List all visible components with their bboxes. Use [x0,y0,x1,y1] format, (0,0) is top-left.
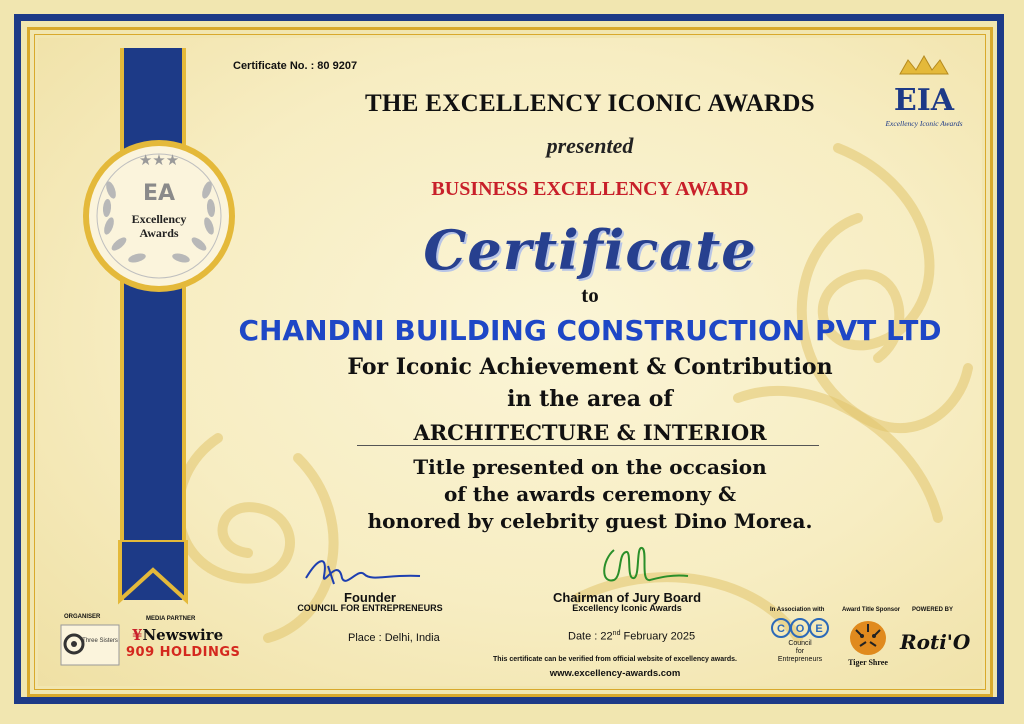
seal-stars: ★★★ [138,152,180,169]
chairman-org: Excellency Iconic Awards [572,603,682,613]
eia-caption: Excellency Iconic Awards [885,119,963,128]
date-label: Date : [568,630,598,643]
seal-monogram: EA [142,181,176,206]
svg-text:E: E [815,623,823,635]
date-day: 22 [600,630,613,643]
to-text: to [581,283,599,307]
ribbon-tail [116,540,190,610]
association-label: In Association with [770,607,825,613]
certificate-heading: Certificate [423,218,757,282]
awards-title: THE EXCELLENCY ICONIC AWARDS [365,90,815,117]
media-partner-sub: 909 HOLDINGS [126,645,241,660]
place [348,632,440,644]
place-value: Delhi, India [384,632,440,644]
certificate-number-label: Certificate No. : [233,60,315,72]
occasion-line-3: honored by celebrity guest Dino Morea. [367,509,813,533]
founder-signature [298,548,428,592]
title-sponsor-label: Award Title Sponsor [842,607,901,613]
organiser-logo [60,624,120,666]
media-partner-name: ¥Newswire [132,626,224,644]
occasion-line-2: of the awards ceremony & [443,482,737,506]
place-label: Place : [348,632,382,644]
certificate-number [230,60,357,72]
website-url: www.excellency-awards.com [549,668,681,679]
presented-text: presented [546,133,634,158]
seal-line1: Excellency [131,212,187,226]
date-rest: February 2025 [623,630,696,643]
newswire-mark-icon: ¥ [132,626,143,644]
crown-icon [900,56,948,74]
founder-title: Founder [344,590,396,605]
certificate-number-value: 80 9207 [317,60,358,72]
area-intro-line: in the area of [507,386,673,412]
achievement-line: For Iconic Achievement & Contribution [347,354,833,380]
media-partner-label: MEDIA PARTNER [146,616,196,622]
powered-by-name: Roti'O [900,630,971,654]
chairman-signature [592,540,692,592]
association-name: Council for Entrepreneurs [777,640,823,663]
occasion-line-1: Title presented on the occasion [413,455,767,479]
date-suffix: nd [612,630,621,637]
area-underline [357,445,819,446]
seal-line2: Awards [139,226,179,240]
chairman-title: Chairman of Jury Board [552,590,702,605]
organiser-name: Three Sisters [82,638,118,644]
svg-text:C: C [777,623,785,635]
award-name: BUSINESS EXCELLENCY AWARD [431,178,749,200]
organiser-label: ORGANISER [64,614,101,620]
founder-org: COUNCIL FOR ENTREPRENEURS [297,603,443,613]
title-sponsor-name: Tiger Shree [848,658,888,667]
award-area: ARCHITECTURE & INTERIOR [413,420,767,445]
verification-note: This certificate can be verified from official website of excellency awards. [493,656,737,663]
tiger-shree-logo [846,618,890,658]
date [568,630,695,643]
powered-label: POWERED BY [912,607,954,613]
recipient-name: CHANDNI BUILDING CONSTRUCTION PVT LTD [238,314,942,347]
svg-text:O: O [795,623,805,635]
eia-mark: EIA [893,83,955,118]
coe-logo [770,617,830,639]
